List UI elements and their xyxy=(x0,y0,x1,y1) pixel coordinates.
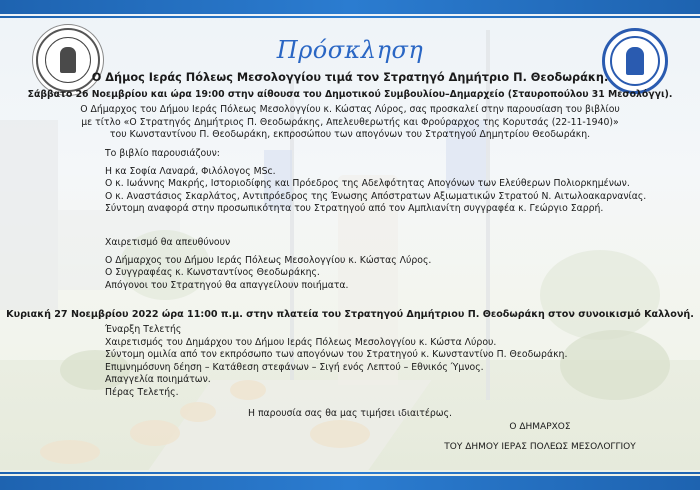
presenters-section xyxy=(105,148,665,216)
ceremony-section xyxy=(105,324,665,400)
greeting-item: Απόγονοι του Στρατηγού θα απαγγείλουν ποιήματα. xyxy=(105,279,349,291)
greetings-heading: Χαιρετισμό θα απευθύνουν xyxy=(105,237,231,248)
ceremony-item: Σύντομη ομιλία από τον εκπρόσωπο των απογόνων του Στρατηγού κ. Κωνσταντίνο Π. Θεοδωράκη. xyxy=(105,349,568,361)
event1-intro-line: του Κωνσταντίνου Π. Θεοδωράκη, εκπροσώπου των απογόνων του Στρατηγού Δημητρίου Θεοδωράκη. xyxy=(109,129,591,140)
presenter-item: Σύντομη αναφορά στην προσωπικότητα του Στρατηγού από τον Αμπλιανίτη συγγραφέα κ. Γεώργιο Σαρρή. xyxy=(105,203,604,215)
greetings-section xyxy=(105,237,665,292)
ceremony-item: Απαγγελία ποιημάτων. xyxy=(105,374,211,386)
ceremony-item: Πέρας Τελετής. xyxy=(105,386,179,398)
greeting-item: Ο Δήμαρχος του Δήμου Ιεράς Πόλεως Μεσολογγίου κ. Κώστας Λύρος. xyxy=(105,254,432,266)
presenter-item: Η κα Σοφία Λαναρά, Φιλόλογος MSc. xyxy=(105,165,276,177)
background-flower xyxy=(40,440,100,464)
bottom-band xyxy=(0,476,700,490)
presenter-item: Ο κ. Ιωάννης Μακρής, Ιστοριοδίφης και Πρόεδρος της Αδελφότητας Απογόνων των Ελεύθερων Πολιορκημένων. xyxy=(105,178,630,190)
presenter-item: Ο κ. Αναστάσιος Σκαρλάτος, Αντιπρόεδρος της Ένωσης Απόστρατων Αξιωματικών Στρατού Ν. Αιτωλοακαρνανίας. xyxy=(105,190,647,202)
closing-line: Η παρουσία σας θα μας τιμήσει ιδιαιτέρως. xyxy=(248,408,452,419)
bottom-band-line xyxy=(0,472,700,474)
top-band xyxy=(0,0,700,14)
event1-intro-line: Ο Δήμαρχος του Δήμου Ιεράς Πόλεως Μεσολογγίου κ. Κώστας Λύρος, σας προσκαλεί στην παρουσίαση του βιβλίου xyxy=(80,104,620,115)
ceremony-item: Επιμνημόσυνη δέηση – Κατάθεση στεφάνων – Σιγή ενός Λεπτού – Εθνικός Ύμνος. xyxy=(105,361,484,373)
headline: Ο Δήμος Ιεράς Πόλεως Μεσολογγίου τιμά τον Στρατηγό Δημήτριο Π. Θεοδωράκη. xyxy=(91,71,609,84)
signature-title: Ο ΔΗΜΑΡΧΟΣ xyxy=(509,422,571,432)
top-band-line xyxy=(0,16,700,18)
ceremony-item: Χαιρετισμός του Δημάρχου του Δήμου Ιεράς Πόλεως Μεσολογγίου κ. Κώστα Λύρου. xyxy=(105,336,497,348)
presenters-heading: Το βιβλίο παρουσιάζουν: xyxy=(105,148,220,159)
ceremony-item: Έναρξη Τελετής xyxy=(105,324,182,335)
invitation-title: Πρόσκληση xyxy=(276,36,424,64)
event1-date-line: Σάββατο 26 Νοεμβρίου και ώρα 19:00 στην αίθουσα του Δημοτικού Συμβουλίου–Δημαρχείο (Σταυροπούλου 31 Μεσολόγγι). xyxy=(27,89,673,100)
greeting-item: Ο Συγγραφέας κ. Κωνσταντίνος Θεοδωράκης. xyxy=(105,267,320,279)
event2-date-line: Κυριακή 27 Νοεμβρίου 2022 ώρα 11:00 π.μ. στην πλατεία του Στρατηγού Δημήτριου Π. Θεοδωράκη στον συνοικισμό Καλλονή. xyxy=(6,309,694,320)
signature-office: ΤΟΥ ΔΗΜΟΥ ΙΕΡΑΣ ΠΟΛΕΩΣ ΜΕΣΟΛΟΓΓΙΟΥ xyxy=(444,442,636,452)
background-flower xyxy=(310,420,370,448)
event1-intro-line: με τίτλο «Ο Στρατηγός Δημήτριος Π. Θεοδωράκης, Απελευθερωτής και Φρούραρχος της Κορυτσάς (22-11-1940)» xyxy=(81,116,619,128)
background-flower xyxy=(130,420,180,446)
